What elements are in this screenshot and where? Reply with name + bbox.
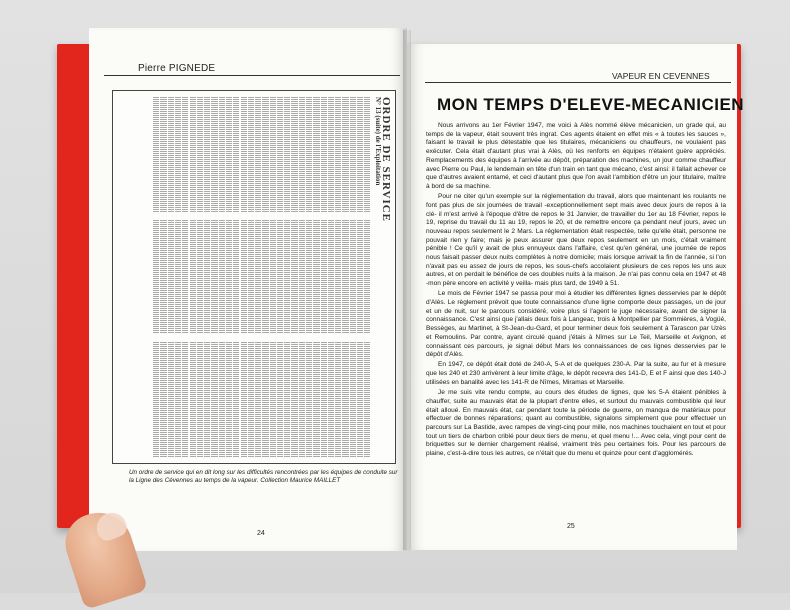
body-paragraph: En 1947, ce dépôt était doté de 240-A, 5-A et de quelques 230-A. Par la suite, au fur et à mesure que les 240 et 230 arrivèrent à leur limite d'âge, le dépôt recevra des 141-D, E et F ainsi que des 140-J utilisées en banalité avec les 141-R de Nîmes, Miramas et Marseille. [426, 361, 726, 386]
service-order-column [152, 220, 372, 335]
left-header-rule [104, 75, 400, 76]
service-order-column [152, 342, 372, 457]
body-paragraph: Pour ne citer qu'un exemple sur la réglementation du travail, alors que maintenant les roulants ne font pas plus de six journées de travail -exceptionnellement sept mais avec deux jours de repos à la clé- il m'est arrivé à l'époque d'être de repos le 31 Janvier, de travailler du 1er au 18 Février, repos le 19, reprise du travail du 11 au 19, repos le 20, et de remettre encore ça pendant neuf jours, avec un nouveau repos seulement le 2 Mars. La réglementation était respectée, telle qu'elle était, personne ne pouvait rien y faire; mais je peux assurer que deux repos seulement en un mois, c'était vraiment pénible ! Ce qu'il y avait de plus ennuyeux dans l'affaire, c'est qu'en général, une journée de repos nous faisait passer deux nuits complètes à notre domicile; mais lorsque arrivait la fin de l'année, si l'on n'avait pas eu assez de jours de repos, les sous-chefs accolaient plusieurs de ces repos les uns aux autres, et on perdait le bénéfice de ces doubles nuits à la maison. Je n'ai pas connu cela en 1947 et 48 -mon père encore en activité y veilla- mais plus tard, de 1949 à 51. [426, 193, 726, 288]
right-page-header: VAPEUR EN CEVENNES [612, 71, 710, 81]
body-paragraph: Le mois de Février 1947 se passa pour moi à étudier les différentes lignes desservies par le dépôt d'Alès. Le règlement prévoit que toute connaissance d'une ligne comporte deux passages, un de jour et un de nuit, sur le parcours considéré, voire plus si l'agent le juge nécessaire, avant de signer la connaissance. C'est ainsi que j'allais deux fois à Langeac, trois à Montpellier par Sommières, à Vogüé, Bessèges, au Martinet, à St-Jean-du-Gard, et pour terminer deux fois seulement à Tarascon par Uzès et Remoulins. Par contre, ayant circulé quand j'étais à Nîmes sur Le Teil, Marseille et Avignon, et connaissant ces parcours, je signai début Mars les connaissances de ces lignes desservies par le dépôt d'Alès. [426, 290, 726, 359]
body-paragraph: Je me suis vite rendu compte, au cours des études de lignes, que les 5-A étaient pénibles à chauffer, suite au mauvais état de la plupart d'entre elles, et surtout du mauvais combustible qui leur était alloué. En mauvais état, car pendant toute la période de guerre, on manqua de matériaux pour effectuer de bonnes réparations; quant au combustible, signalons simplement que pour effectuer un parcours sur La Bastide, avec rampes de vingt-cinq pour mille, nos machines touchaient en tout et pour tout un tiers de charbon criblé pour deux tiers de menu, et quel menu !... Avec cela, vingt pour cent de briquettes sur le dernier chargement réalisé, vraiment très peu certaines fois. Pour les parcours de plaine, c'est-à-dire tous les autres, ce n'était que du menu et quinze pour cent d'agglomérés. [426, 389, 726, 458]
service-order-document [112, 90, 396, 464]
left-page-number: 24 [257, 530, 265, 537]
service-order-subtitle: N° 13 (suite) de l'Exploitation [373, 97, 382, 186]
left-page-header: Pierre PIGNEDE [138, 63, 216, 74]
body-paragraph: Nous arrivons au 1er Février 1947, me voici à Alès nommé élève mécanicien, un grade qui, au temps de la vapeur, était souvent très ingrat. Ces agents étaient en effet mis « à toutes les sauces », faisant le travail le plus détestable que les titulaires, mécaniciens ou chauffeurs, ne voulaient pas exécuter. Cela était d'autant plus vrai à Alès, où les renforts en équipes n'étaient guère appréciés. Remplacements des équipes à l'arrivée au dépôt, préparation des machines, un jour comme chauffeur avec Pierre ou Paul, le lendemain en tête d'un train en tant que mécano, c'est ainsi: il fallait achever ce que d'autres avaient entamé, et ceci d'autant plus que l'on avait l'ambition d'être un jour titulaire, maître à bord de sa machine. [426, 122, 726, 190]
chapter-title: MON TEMPS D'ELEVE-MECANICIEN [437, 95, 745, 114]
chapter-body [426, 122, 726, 514]
service-order-column [152, 97, 372, 212]
book-spine [403, 30, 411, 550]
right-header-rule [425, 82, 731, 83]
service-order-rotated-content [119, 97, 392, 457]
service-order-title: ORDRE DE SERVICE [380, 97, 392, 223]
right-page-number: 25 [567, 523, 575, 530]
document-caption: Un ordre de service qui en dit long sur les difficultés rencontrées par les équipes de conduite sur la Ligne des Cévennes au temps de la vapeur. Collection Maurice MAILLET [129, 469, 398, 484]
service-order-columns [152, 97, 372, 457]
